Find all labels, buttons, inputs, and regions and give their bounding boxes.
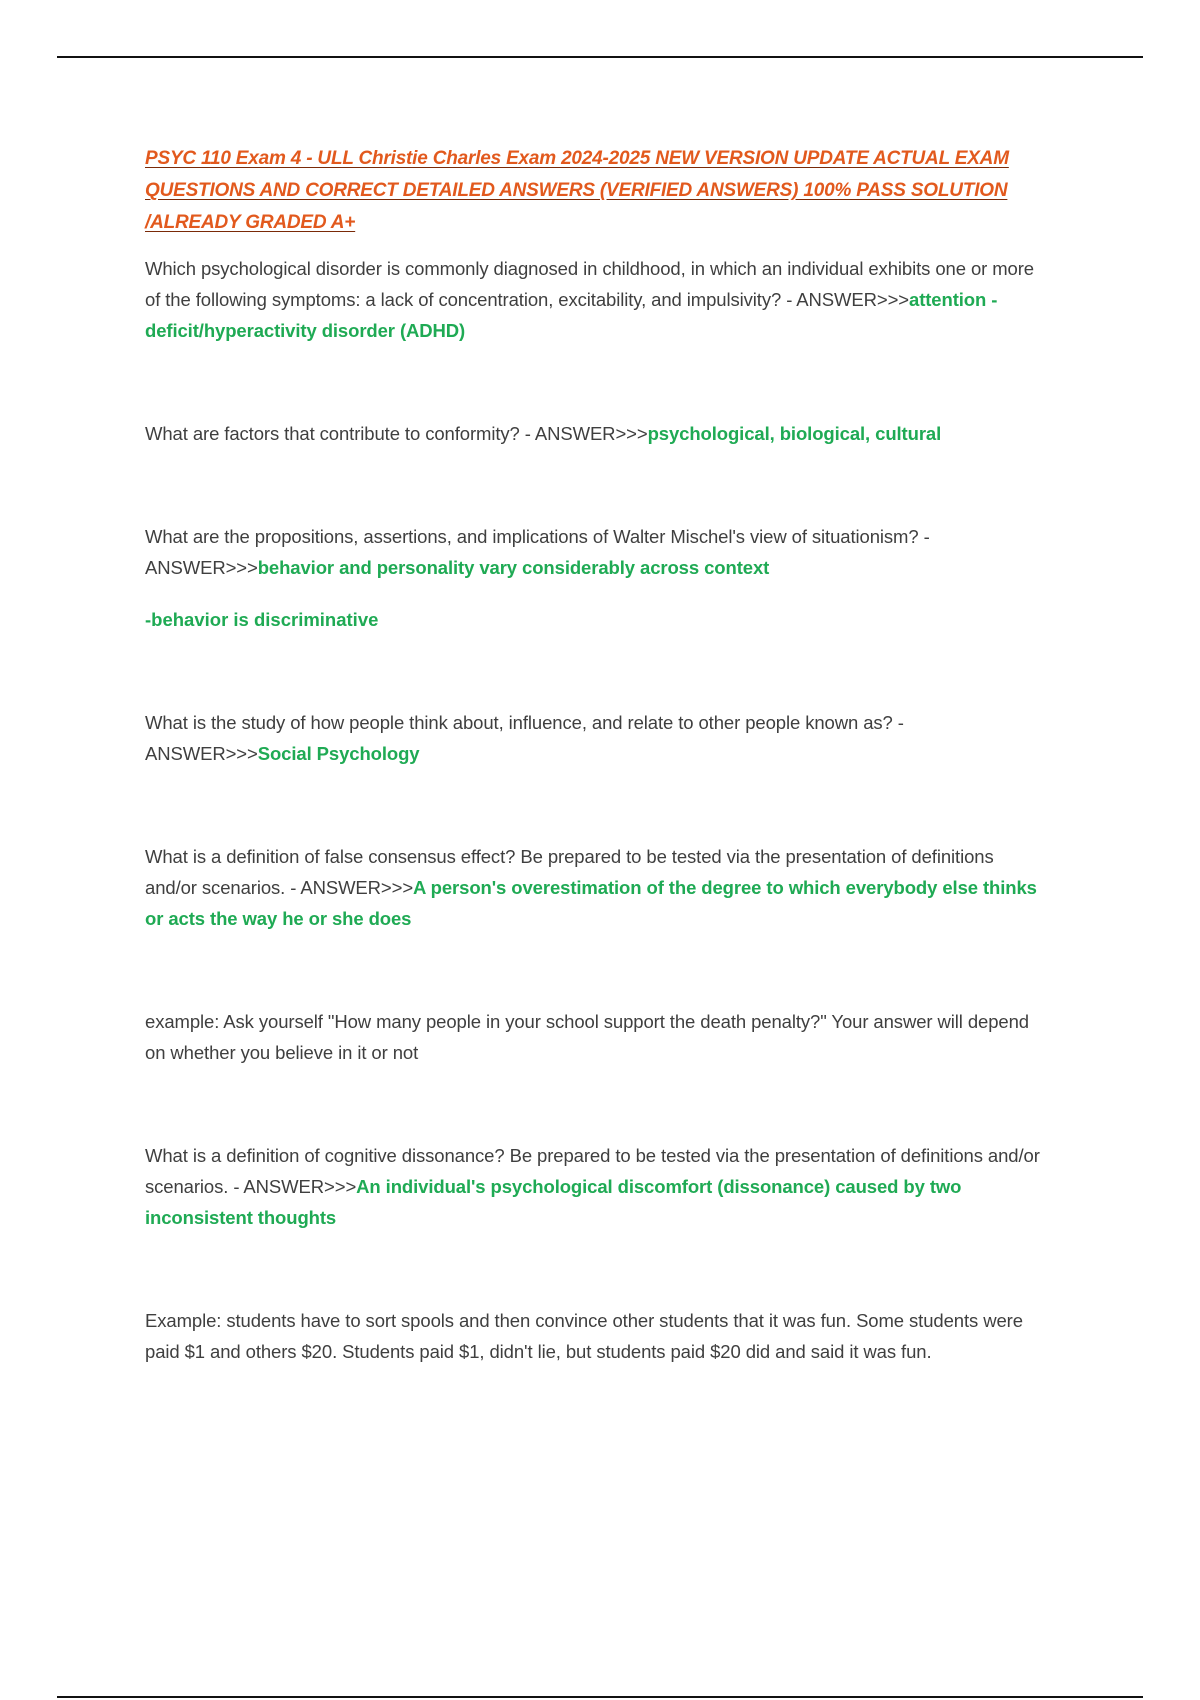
answer-text: attention - deficit/hyperactivity disorder (ADHD) [145, 289, 998, 341]
example-text: Example: students have to sort spools and then convince other students that it was fun. Some students were paid $1 and others $20. Students paid $1, didn't lie, but students paid $20 did and said it was fun. [145, 1310, 1023, 1362]
qa-item-2 [145, 418, 1045, 449]
question-text: What are factors that contribute to conformity? - ANSWER>>> [145, 423, 648, 444]
document-title: PSYC 110 Exam 4 - ULL Christie Charles Exam 2024-2025 NEW VERSION UPDATE ACTUAL EXAM QUESTIONS AND CORRECT DETAILED ANSWERS (VERIFIED ANSWERS) 100% PASS SOLUTION /ALREADY GRADED A+ [145, 148, 1009, 233]
answer-extra-line: -behavior is discriminative [145, 609, 379, 630]
qa-item-4 [145, 707, 1045, 769]
question-text: What is a definition of false consensus effect? Be prepared to be tested via the presentation of definitions and/or scenarios. - ANSWER>>> [145, 846, 994, 898]
question-text: What is a definition of cognitive dissonance? Be prepared to be tested via the presentation of definitions and/or scenarios. - ANSWER>>> [145, 1145, 1040, 1197]
answer-text: Social Psychology [257, 743, 420, 764]
top-rule [57, 56, 1143, 58]
answer-text: A person's overestimation of the degree to which everybody else thinks or acts the way he or she does [145, 877, 1037, 929]
question-text: Which psychological disorder is commonly diagnosed in childhood, in which an individual exhibits one or more of the following symptoms: a lack of concentration, excitability, and impulsivity? - ANSWER>>> [145, 258, 1034, 310]
qa-item-5 [145, 841, 1045, 934]
example-text: example: Ask yourself "How many people in your school support the death penalty?" Your answer will depend on whether you believe in it or not [145, 1011, 1029, 1063]
qa-item-3 [145, 521, 1045, 583]
qa-item-1 [145, 253, 1045, 346]
answer-text: psychological, biological, cultural [647, 423, 942, 444]
bottom-rule [57, 1696, 1143, 1698]
question-text: What are the propositions, assertions, and implications of Walter Mischel's view of situationism? - ANSWER>>> [145, 526, 930, 578]
qa-item-6 [145, 1140, 1045, 1233]
answer-text: An individual's psychological discomfort (dissonance) caused by two inconsistent thoughts [145, 1176, 962, 1228]
document-body [145, 143, 1045, 1367]
question-text: What is the study of how people think about, influence, and relate to other people known as? - ANSWER>>> [145, 712, 904, 764]
answer-text: behavior and personality vary considerably across context [257, 557, 770, 578]
